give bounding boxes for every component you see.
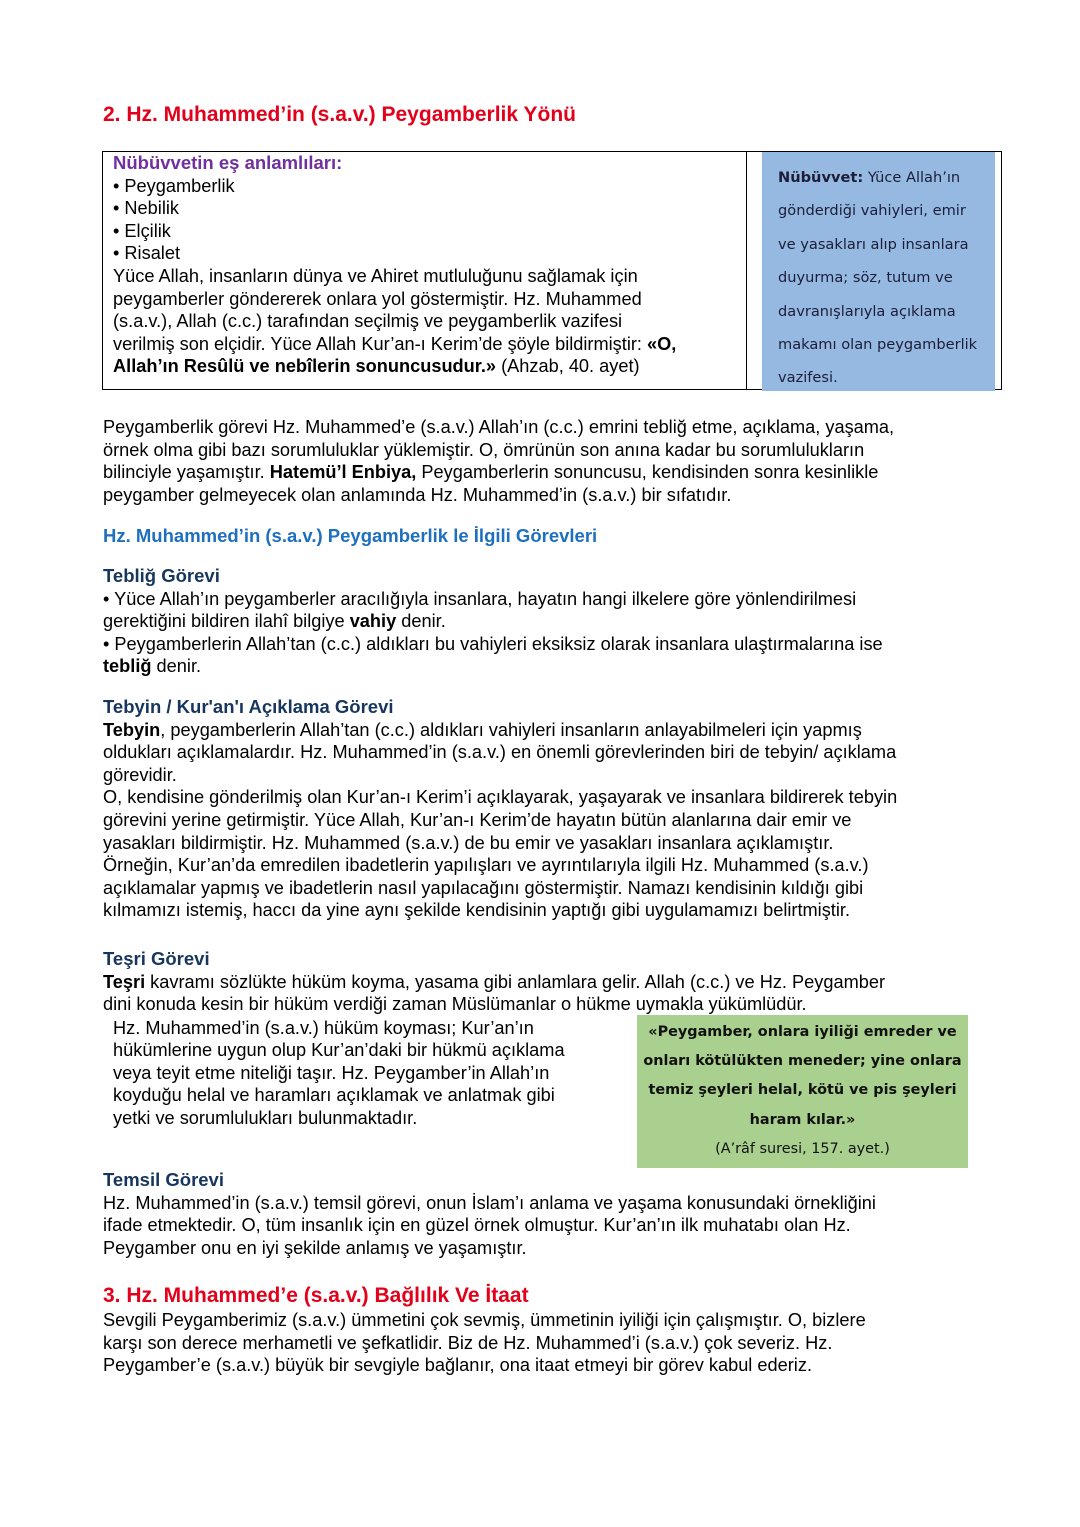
- section-3-title: 3. Hz. Muhammed’e (s.a.v.) Bağlılık Ve İtaat: [103, 1284, 529, 1307]
- peygamberlik-paragraph: [103, 416, 894, 506]
- box-para-line: Yüce Allah, insanların dünya ve Ahiret mutluluğunu sağlamak için: [113, 265, 638, 286]
- paragraph-line: örnek olma gibi bazı sorumluluklar yüklemiştir. O, ömrünün son anına kadar bu sorumlulukların: [103, 439, 865, 460]
- tesri-line: dini konuda kesin bir hüküm verdiği zaman Müslümanlar o hükme uymakla yükümlüdür.: [103, 994, 807, 1015]
- tebyin-line: O, kendisine gönderilmiş olan Kur’an-ı Kerim’i açıklayarak, yaşayarak ve insanlara bildirerek tebyin: [103, 787, 898, 808]
- definition-line: gönderdiği vahiyleri, emir: [778, 202, 966, 220]
- definition-line: duyurma; söz, tutum ve: [778, 269, 953, 287]
- tesri-title: Teşri Görevi: [103, 948, 210, 969]
- teblig-text: gerektiğini bildiren ilahî bilgiye: [103, 611, 350, 632]
- definition-text: Yüce Allah’ın: [863, 169, 961, 186]
- synonym-item: • Peygamberlik: [113, 175, 235, 196]
- teblig-title: Tebliğ Görevi: [103, 565, 220, 586]
- temsil-line: Hz. Muhammed’in (s.a.v.) temsil görevi, onun İslam’ı anlama ve yaşama konusundaki örnekliğini: [103, 1192, 876, 1213]
- definition-line: [778, 161, 995, 194]
- quote-line: [637, 1047, 968, 1076]
- section-3-paragraph: [103, 1309, 866, 1377]
- box-line-text: verilmiş son elçidir. Yüce Allah Kur’an-ı Kerim’de şöyle bildirmiştir:: [113, 333, 648, 354]
- tebyin-line: açıklamalar yapmış ve ibadetlerin nasıl yapılacağını göstermiştir. Namazı kendisinin kıldığı gibi: [103, 877, 864, 898]
- teblig-line: • Peygamberlerin Allah’tan (c.c.) aldıkları bu vahiyleri eksiksiz olarak insanlara ulaştırmalarına ise: [103, 633, 883, 654]
- teblig-line: [103, 655, 883, 678]
- tesri-indent-line: yetki ve sorumlulukları bulunmaktadır.: [113, 1107, 418, 1128]
- tesri-indent-line: hükümlerine uygun olup Kur’an’daki bir hükmü açıklama: [113, 1040, 565, 1061]
- tebyin-section: [103, 696, 897, 922]
- definition-line: ve yasakları alıp insanlara: [778, 235, 969, 253]
- definition-line: makamı olan peygamberlik: [778, 336, 978, 354]
- tesri-indent-line: Hz. Muhammed’in (s.a.v.) hüküm koyması; Kur’an’ın: [113, 1018, 534, 1038]
- tesri-indented-paragraph: [113, 1017, 565, 1129]
- temsil-title: Temsil Görevi: [103, 1169, 224, 1190]
- nubuvvet-box: [102, 151, 1002, 390]
- teblig-term: tebliğ: [103, 656, 152, 677]
- box-para-line: (s.a.v.), Allah (c.c.) tarafından seçilmiş ve peygamberlik vazifesi: [113, 311, 623, 332]
- tebyin-line: [103, 719, 897, 742]
- tebyin-line: yasakları bildirmiştir. Hz. Muhammed (s.a.v.) de bu emir ve yasakları insanlara açıklamıştır.: [103, 832, 834, 853]
- teblig-section: [103, 565, 883, 678]
- paragraph-line: peygamber gelmeyecek olan anlamında Hz. Muhammed’in (s.a.v.) bir sıfatıdır.: [103, 484, 732, 505]
- tebyin-line: görevidir.: [103, 764, 177, 785]
- quote-text: haram kılar.»: [749, 1111, 856, 1128]
- tesri-text: kavramı sözlükte hüküm koyma, yasama gibi anlamlara gelir. Allah (c.c.) ve Hz. Peygamber: [145, 971, 886, 992]
- quote-source: (A’râf suresi, 157. ayet.): [715, 1140, 890, 1157]
- box-para-line: peygamberler göndererek onlara yol göstermiştir. Hz. Muhammed: [113, 288, 642, 309]
- tesri-term: Teşri: [103, 971, 146, 992]
- definition-term: Nübüvvet:: [778, 169, 864, 186]
- tebyin-title: Tebyin / Kur'an'ı Açıklama Görevi: [103, 696, 394, 717]
- box-para-line: [113, 333, 741, 356]
- paragraph-line: [103, 461, 894, 484]
- definition-panel: [762, 152, 995, 391]
- teblig-text: denir.: [396, 611, 446, 632]
- tebyin-line: oldukları açıklamalardır. Hz. Muhammed’in (s.a.v.) en önemli görevlerinden biri de tebyin/ açıklama: [103, 742, 897, 763]
- temsil-section: [103, 1169, 876, 1259]
- box-para-line: [113, 355, 741, 378]
- tebyin-line: görevini yerine getirmiştir. Yüce Allah, Kur’an-ı Kerim’de hayatın bütün alanlarına dair emir ve: [103, 809, 852, 830]
- ayet-quote: Allah’ın Resûlü ve nebîlerin sonuncusudur.»: [113, 356, 497, 377]
- vahiy-term: vahiy: [349, 611, 397, 632]
- duties-subtitle: Hz. Muhammed’in (s.a.v.) Peygamberlik le İlgili Görevleri: [103, 525, 598, 546]
- quote-text: temiz şeyleri helal, kötü ve pis şeyleri: [648, 1082, 957, 1099]
- tebyin-term: Tebyin: [103, 719, 161, 740]
- ayet-reference: (Ahzab, 40. ayet): [496, 356, 640, 377]
- tesri-indent-line: veya teyit etme niteliği taşır. Hz. Peygamber’in Allah’ın: [113, 1062, 550, 1083]
- synonyms-heading: Nübüvvetin eş anlamlıları:: [113, 152, 343, 173]
- definition-line: vazifesi.: [778, 369, 838, 387]
- quote-line: [637, 1106, 968, 1135]
- synonym-item: • Nebilik: [113, 198, 180, 219]
- section-2-title: 2. Hz. Muhammed’in (s.a.v.) Peygamberlik Yönü: [103, 103, 577, 126]
- teblig-text: denir.: [151, 656, 202, 677]
- teblig-line: [103, 610, 883, 633]
- tebyin-line: kılmamızı istemiş, haccı da yine aynı şekilde kendisinin yaptığı gibi uygulamamızı belirtmiştir.: [103, 900, 850, 921]
- box-divider: [746, 152, 747, 389]
- box-line-bold: «O,: [647, 333, 677, 354]
- section-3-line: karşı son derece merhametli ve şefkatlidir. Biz de Hz. Muhammed’i (s.a.v.) çok severiz. Hz.: [103, 1332, 833, 1353]
- section-3-line: Peygamber’e (s.a.v.) büyük bir sevgiyle bağlanır, ona itaat etmeyi bir görev kabul ederiz.: [103, 1355, 812, 1376]
- teblig-line: • Yüce Allah’ın peygamberler aracılığıyla insanlara, hayatın hangi ilkelere göre yönlendirilmesi: [103, 588, 857, 609]
- tesri-section: [103, 948, 885, 1016]
- paragraph-text: bilinciyle yaşamıştır.: [103, 462, 270, 483]
- synonym-item: • Elçilik: [113, 220, 171, 241]
- quran-quote-panel: [637, 1015, 968, 1168]
- paragraph-text: Peygamberlerin sonuncusu, kendisinden sonra kesinlikle: [416, 462, 879, 483]
- quote-line: [637, 1018, 968, 1047]
- tesri-line: [103, 971, 885, 994]
- paragraph-line: Peygamberlik görevi Hz. Muhammed’e (s.a.v.) Allah’ın (c.c.) emrini tebliğ etme, açıklama, yaşama,: [103, 417, 895, 437]
- synonym-item: • Risalet: [113, 243, 181, 264]
- tebyin-text: , peygamberlerin Allah’tan (c.c.) aldıkları vahiyleri insanların anlayabilmeleri için yapmış: [160, 719, 862, 740]
- quote-line: [637, 1076, 968, 1105]
- hatemul-enbiya-term: Hatemü’l Enbiya,: [269, 462, 417, 483]
- quote-text: onları kötülükten meneder; yine onlara: [643, 1053, 962, 1070]
- temsil-line: ifade etmektedir. O, tüm insanlık için en güzel örnek olmuştur. Kur’an’ın ilk muhatabı olan Hz.: [103, 1215, 851, 1236]
- quote-text: «Peygamber, onlara iyiliği emreder ve: [648, 1024, 957, 1040]
- temsil-line: Peygamber onu en iyi şekilde anlamış ve yaşamıştır.: [103, 1237, 527, 1258]
- tesri-indent-line: koyduğu helal ve haramları açıklamak ve anlatmak gibi: [113, 1085, 555, 1106]
- tebyin-line: Örneğin, Kur’an’da emredilen ibadetlerin yapılışları ve ayrıntılarıyla ilgili Hz. Muhammed (s.a.v.): [103, 855, 869, 876]
- section-3-line: Sevgili Peygamberimiz (s.a.v.) ümmetini çok sevmiş, ümmetinin iyiliği için çalışmıştır. O, bizlere: [103, 1310, 866, 1330]
- nubuvvet-box-text: [113, 152, 741, 378]
- definition-line: davranışlarıyla açıklama: [778, 302, 956, 320]
